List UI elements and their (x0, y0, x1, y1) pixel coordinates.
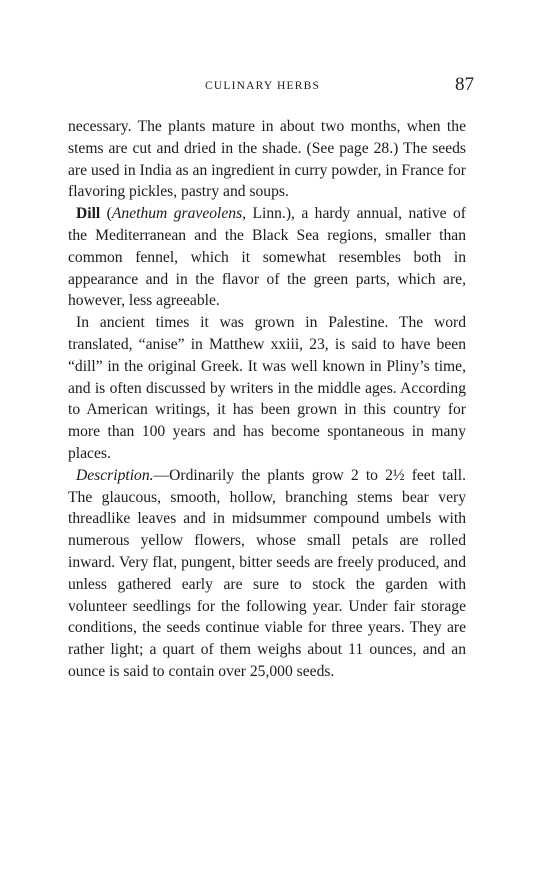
body-text (68, 116, 466, 683)
paragraph-description (68, 465, 466, 683)
paren-open: ( (100, 205, 112, 223)
running-head (0, 74, 552, 100)
page-number: 87 (455, 74, 474, 95)
section-heading: Description. (76, 466, 154, 484)
paragraph-history: In ancient times it was grown in Palestine. The word translated, “anise” in Matthew xxiii, 23, is said to have been “dill” in the original Greek. It was well known in Pliny’s time, and is often discussed by writers in the middle ages. According to American writings, it has been grown in this country for more than 100 years and has become spontaneous in many places. (68, 314, 466, 462)
paragraph-dill (68, 203, 466, 312)
paragraph-description-text: —Ordinarily the plants grow 2 to 2½ feet tall. The glaucous, smooth, hollow, branching stems bear very threadlike leaves and in midsummer compound umbels with numerous yellow flowers, whose small petals are rolled inward. Very flat, pungent, bitter seeds are freely produced, and unless gathered early are sure to stock the garden with volunteer seedlings for the following year. Under fair storage conditions, the seeds continue viable for three years. They are rather light; a quart of them weighs about 11 ounces, and an ounce is said to contain over 25,000 seeds. (68, 466, 466, 680)
paragraph-continuation: necessary. The plants mature in about two months, when the stems are cut and dried in the shade. (See page 28.) The seeds are used in India as an ingredient in curry powder, in France for flavoring pickles, pastry and soups. (68, 118, 466, 201)
entry-term: Dill (76, 205, 101, 223)
paragraph-dill-text: Linn.), a hardy annual, native of the Mediterranean and the Black Sea regions, smaller than common fennel, which it somewhat resembles both in appearance and in the flavor of the green parts, which are, however, less agreeable. (68, 205, 466, 310)
running-title: CULINARY HERBS (205, 80, 321, 92)
latin-name: Anethum graveolens, (111, 205, 247, 223)
